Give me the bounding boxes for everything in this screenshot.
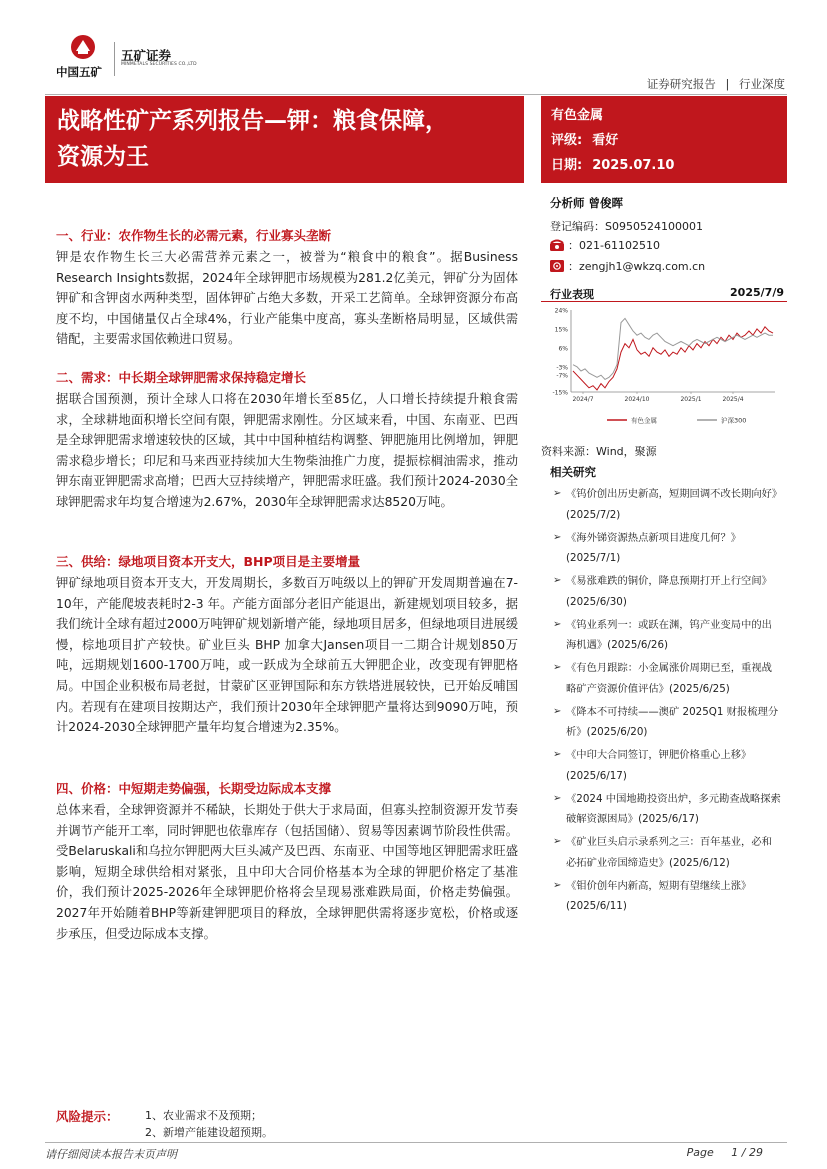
arrow-icon: ➢ bbox=[553, 662, 562, 673]
email-icon bbox=[550, 260, 564, 272]
header-rule bbox=[45, 94, 787, 95]
industry-name: 有色金属 bbox=[551, 108, 604, 123]
related-research-text: 《海外锑资源热点新项目进度几何？》(2025/7/1) bbox=[566, 531, 742, 564]
arrow-icon: ➢ bbox=[553, 792, 562, 804]
analyst-name: 分析师 曾俊晖 bbox=[550, 196, 624, 210]
chart-y-tick-label: -3% bbox=[556, 364, 568, 372]
chart-source: 资料来源：Wind，聚源 bbox=[541, 445, 657, 458]
footer-rule bbox=[45, 1142, 787, 1143]
analyst-phone: ：021-61102510 bbox=[568, 239, 660, 252]
footer-page-number bbox=[687, 1146, 763, 1159]
related-research-item[interactable] bbox=[541, 658, 787, 699]
page-value: 1 / 29 bbox=[731, 1146, 763, 1159]
footer-disclaimer: 请仔细阅读本报告末页声明 bbox=[45, 1148, 177, 1161]
page-label: Page bbox=[686, 1146, 714, 1159]
analyst-email-row bbox=[550, 258, 705, 274]
arrow-icon: ➢ bbox=[553, 749, 562, 760]
report-title-line1: 战略性矿产系列报告—钾：粮食保障， bbox=[57, 108, 448, 134]
arrow-icon: ➢ bbox=[553, 575, 562, 586]
company-logo bbox=[54, 34, 214, 84]
related-research-list bbox=[541, 484, 787, 919]
chart-series-line bbox=[573, 318, 773, 379]
related-research-text: 《易涨难跌的铜价，降息预期打开上行空间》(2025/6/30) bbox=[566, 575, 772, 608]
arrow-icon: ➢ bbox=[553, 488, 562, 499]
analyst-email[interactable]: ：zengjh1@wkzq.com.cn bbox=[568, 260, 706, 273]
related-research-item[interactable] bbox=[541, 876, 787, 917]
related-research-item[interactable] bbox=[541, 745, 787, 786]
section-heading-demand: 二、需求：中长期全球钾肥需求保持稳定增长 bbox=[56, 370, 307, 385]
risk-heading: 风险提示： bbox=[56, 1109, 119, 1124]
risk-item: 2、新增产能建设超预期。 bbox=[145, 1126, 273, 1139]
arrow-icon: ➢ bbox=[553, 618, 562, 630]
related-research-text: 《中印大合同签订，钾肥价格重心上移》(2025/6/17) bbox=[566, 749, 752, 782]
analyst-registration: 登记编码：S0950524100001 bbox=[550, 220, 703, 233]
related-research-text: 《有色月跟踪：小金属涨价周期已至，重视战略矿产资源价值评估》(2025/6/25) bbox=[566, 662, 772, 695]
rating-value: 看好 bbox=[592, 133, 619, 148]
date-label: 日期: bbox=[551, 158, 583, 173]
related-research-text: 《矿业巨头启示录系列之三：百年基业，必和必拓矿业帝国缔造史》(2025/6/12) bbox=[566, 836, 772, 869]
industry-performance-chart bbox=[541, 284, 787, 434]
performance-chart-svg bbox=[541, 304, 787, 434]
related-research-item[interactable] bbox=[541, 789, 787, 830]
chart-date: 2025/7/9 bbox=[730, 286, 784, 299]
section-body-supply: 钾矿绿地项目资本开支大，开发周期长，多数百万吨级以上的钾矿开发周期普遍在7-10年，产能爬坡表耗时2-3 年。产能方面部分老旧产能退出，新建规划项目较多，据我们统计全球有超过2000万吨钾矿规划新增产能，绿地项目居多，但绿地项目进展缓慢，棕地项目扩产较快。矿业巨头 BHP 加拿大Jansen项目一二期合计规划850万吨，远期规划1600-1700万吨，或一跃成为全球前五大钾肥企业，改变现有钾肥格局。中国企业积极布局老挝，甘蒙矿区亚钾国际和东方铁塔进展较快，已开始反哺国内。若现有在建项目按期达产，我们预计2030年全球钾肥产量将达到9090万吨，预计2024-2030全球钾肥产量年均复合增速为2.35%。 bbox=[56, 576, 518, 735]
arrow-icon: ➢ bbox=[553, 705, 562, 717]
chart-legend-label: 沪深300 bbox=[721, 416, 747, 425]
rating-label: 评级: bbox=[551, 133, 583, 148]
rating-row bbox=[551, 128, 777, 153]
summary-box bbox=[541, 96, 787, 183]
related-research-item[interactable] bbox=[541, 528, 787, 569]
related-research-item[interactable] bbox=[541, 615, 787, 656]
related-research-text: 《降本不可持续——澳矿 2025Q1 财报梳理分析》(2025/6/20) bbox=[566, 705, 779, 738]
chart-x-tick-label: 2024/7 bbox=[572, 396, 594, 403]
risk-item: 1、农业需求不及预期； bbox=[145, 1109, 262, 1122]
related-research-item[interactable] bbox=[541, 571, 787, 612]
related-research-text: 《钨价创出历史新高，短期回调不改长期向好》(2025/7/2) bbox=[566, 488, 778, 521]
chart-x-tick-label: 2025/4 bbox=[722, 396, 744, 403]
chart-y-tick-label: -7% bbox=[556, 372, 568, 380]
chart-x-tick-label: 2024/10 bbox=[624, 396, 650, 403]
related-research-text: 《2024 中国地勘投资出炉，多元勘查战略探索破解资源困局》(2025/6/17) bbox=[566, 792, 781, 825]
brand-sub: MINMETALS SECURITIES CO.,LTD bbox=[121, 62, 197, 67]
report-title-line2: 资源为王 bbox=[57, 144, 149, 170]
related-research-item[interactable] bbox=[541, 832, 787, 873]
date-row bbox=[551, 153, 777, 178]
arrow-icon: ➢ bbox=[553, 836, 562, 847]
related-research-item[interactable] bbox=[541, 702, 787, 743]
related-research-text: 《钼价创年内新高，短期有望继续上涨》(2025/6/11) bbox=[566, 879, 752, 912]
arrow-icon: ➢ bbox=[553, 879, 562, 891]
chart-title-bar bbox=[541, 284, 787, 302]
related-research-text: 《钨业系列一：或跃在渊，钨产业变局中的出海机遇》(2025/6/26) bbox=[566, 618, 772, 651]
chart-y-tick-label: 24% bbox=[554, 307, 568, 315]
section-heading-price: 四、价格：中短期走势偏强，长期受边际成本支撑 bbox=[56, 781, 332, 796]
report-category: 行业深度 bbox=[739, 77, 785, 91]
related-research-title: 相关研究 bbox=[550, 465, 596, 479]
analyst-phone-row bbox=[550, 237, 660, 253]
brand-name: 五矿证券 bbox=[121, 48, 172, 63]
chart-legend-label: 有色金属 bbox=[631, 416, 657, 425]
section-heading-supply: 三、供给：绿地项目资本开支大，BHP项目是主要增量 bbox=[56, 554, 361, 569]
report-tags bbox=[647, 76, 785, 92]
tag-separator: | bbox=[725, 77, 730, 91]
chart-title: 行业表现 bbox=[550, 288, 594, 301]
logo-divider bbox=[114, 42, 115, 76]
report-type: 证券研究报告 bbox=[646, 77, 716, 91]
section-body-industry: 钾是农作物生长三大必需营养元素之一，被誉为“粮食中的粮食”。据Business Research Insights数据，2024年全球钾肥市场规模为281.2亿美元，钾矿分为固体钾矿和含钾卤水两种类型，固体钾矿占绝大多数，开采工艺简单。全球钾资源分布高度不均，中国储量仅占全球4%，行业产能集中度高，寡头垄断格局明显，区域供需错配，主要需求国依赖进口贸易。 bbox=[56, 250, 518, 347]
chart-y-tick-label: 6% bbox=[558, 345, 568, 353]
related-research-item[interactable] bbox=[541, 484, 787, 525]
group-name: 中国五矿 bbox=[56, 65, 102, 79]
chart-y-tick-label: 15% bbox=[554, 326, 568, 334]
minmetals-emblem-icon bbox=[70, 34, 96, 60]
title-banner bbox=[45, 96, 524, 183]
chart-x-tick-label: 2025/1 bbox=[680, 396, 702, 403]
section-body-price: 总体来看，全球钾资源并不稀缺，长期处于供大于求局面，但寡头控制资源开发节奏并调节产能开工率，同时钾肥也依靠库存（包括国储）、贸易等因素调节阶段性供需。受Belaruskali和乌拉尔钾肥两大巨头减产及巴西、东南亚、中国等地区钾肥需求旺盛影响，短期全球供给相对紧张，且中印大合同价格基本为全球的钾肥价格定了基准价，我们预计2025-2026年全球钾肥价格将会呈现易涨难跌局面，价格走势偏强。2027年开始随着BHP等新建钾肥项目的释放，全球钾肥供需将逐步宽松，价格或逐步承压，但受边际成本支撑。 bbox=[56, 803, 518, 941]
date-value: 2025.07.10 bbox=[592, 158, 675, 173]
section-body-demand: 据联合国预测，预计全球人口将在2030年增长至85亿，人口增长持续提升粮食需求，全球耕地面积增长空间有限，钾肥需求刚性。分区域来看，中国、东南亚、巴西是全球钾肥需求增速较快的区域，其中中国种植结构调整、钾肥施用比例增加，钾肥需求稳步增长；印尼和马来西亚持续加大生物柴油推广力度，提振棕榈油需求，推动钾东南亚钾肥需求高增；巴西大豆持续增产，钾肥需求旺盛。我们预计2024-2030全球钾肥需求年均复合增速为2.67%，2030年全球钾肥需求达8520万吨。 bbox=[56, 392, 518, 509]
phone-icon bbox=[550, 239, 564, 251]
chart-series-line bbox=[573, 327, 773, 390]
chart-y-tick-label: -15% bbox=[552, 389, 568, 397]
arrow-icon: ➢ bbox=[553, 531, 562, 543]
section-heading-industry: 一、行业：农作物生长的必需元素，行业寡头垄断 bbox=[56, 228, 332, 243]
